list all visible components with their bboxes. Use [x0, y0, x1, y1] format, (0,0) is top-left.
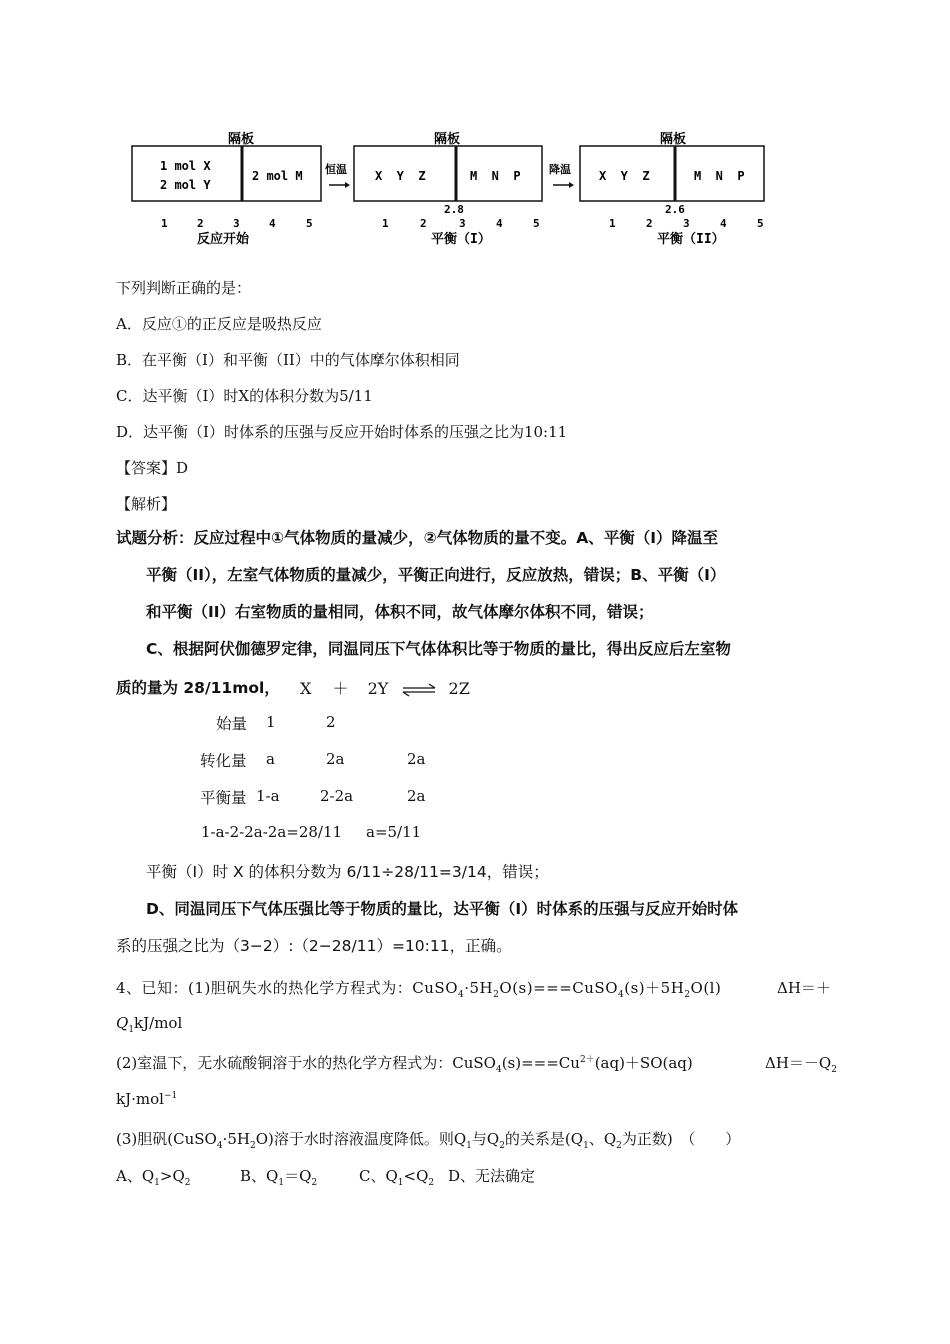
q4-option-c: C、$Q_1<Q_2$ — [359, 1167, 435, 1188]
stage3-left: X Y Z — [599, 169, 650, 183]
stage1-tick-5: 5 — [306, 217, 313, 230]
analysis-line-1: 试题分析：反应过程中①气体物质的量减少，②气体物质的量不变。A、平衡（I）降温至 — [116, 529, 719, 547]
analysis-line-6: 平衡（I）时 X 的体积分数为 6/11÷28/11=3/14，错误； — [146, 863, 549, 881]
analysis-line-3: 和平衡（II）右室物质的量相同，体积不同，故气体摩尔体积不同，错误； — [146, 603, 654, 621]
q4-delta-h-1: ΔH＝＋ — [777, 979, 831, 997]
cell: 2-2a — [320, 787, 354, 805]
arrow-2 — [549, 162, 574, 188]
cell: 2a — [407, 750, 426, 768]
q4-line-4: kJ·mol$^{-1}$ — [116, 1090, 178, 1108]
q4-option-b: B、$Q_1=Q_2$ — [240, 1167, 318, 1188]
cell: a — [266, 750, 275, 768]
stage1-tick-4: 4 — [269, 217, 276, 230]
stage2-box — [354, 131, 542, 247]
option-a: A．反应①的正反应是吸热反应 — [116, 315, 322, 333]
stage2-pos: 2.8 — [444, 203, 464, 216]
stage1-left-1: 1 mol X — [160, 159, 211, 173]
stage2-tick-4: 4 — [496, 217, 503, 230]
eq-z: 2Z — [448, 679, 470, 698]
arrow1-label: 恒温 — [325, 163, 347, 176]
partition-label: 隔板 — [228, 132, 255, 147]
answer-label: 【答案】D — [116, 459, 189, 477]
stage2-caption: 平衡（I） — [431, 232, 491, 247]
stage3-tick-3: 3 — [683, 217, 690, 230]
stage1-tick-3: 3 — [233, 217, 240, 230]
eq-plus: ＋ — [332, 679, 349, 698]
stage1-right: 2 mol M — [252, 169, 303, 183]
q4-option-a: A、$Q_1>Q_2$ — [116, 1167, 191, 1188]
stage1-left-2: 2 mol Y — [160, 178, 211, 192]
stage3-tick-4: 4 — [720, 217, 727, 230]
stage3-tick-5: 5 — [757, 217, 764, 230]
analysis-line-5: 质的量为 28/11mol， — [116, 679, 280, 697]
question-prompt: 下列判断正确的是： — [116, 279, 252, 297]
option-d: D．达平衡（I）时体系的压强与反应开始时体系的压强之比为10:11 — [116, 423, 568, 441]
equation — [300, 676, 470, 699]
stage1-tick-1: 1 — [161, 217, 168, 230]
row-label: 始量 — [216, 715, 248, 733]
analysis-line-4: C、根据阿伏伽德罗定律，同温同压下气体体积比等于物质的量比，得出反应后左室物 — [146, 640, 731, 658]
q4-line-2: $Q_1kJ$/mol — [116, 1014, 183, 1035]
cell: 2 — [326, 713, 336, 731]
stage2-tick-5: 5 — [533, 217, 540, 230]
q4-line-5: (3)胆矾$(CuSO_4\cdot 5H_2O)$溶于水时溶液温度降低。则$Q_1$与$Q_2$的关系是($Q_1$、$Q_2$为正数) （ ） — [116, 1130, 741, 1151]
stage3-box — [580, 131, 764, 247]
analysis-heading: 【解析】 — [116, 495, 177, 513]
calc-result: a=5/11 — [366, 823, 422, 841]
equilibrium-arrow-icon — [401, 683, 439, 697]
stage2-tick-2: 2 — [420, 217, 427, 230]
stage2-right: M N P — [470, 169, 521, 183]
analysis-line-2: 平衡（II），左室气体物质的量减少，平衡正向进行，反应放热，错误；B、平衡（I） — [146, 566, 726, 584]
container-diagram — [0, 0, 950, 260]
eq-y: 2Y — [367, 679, 389, 698]
stage2-tick-3: 3 — [459, 217, 466, 230]
stage1-box — [132, 131, 321, 247]
arrow-1 — [325, 162, 350, 188]
row-label: 平衡量 — [200, 789, 247, 807]
q4-line-1: 4、已知：(1)胆矾失水的热化学方程式为：$CuSO_4\cdot 5H_2O(s)===CuSO_4(s)+5H_2O(l)$ — [116, 979, 722, 1000]
row-label: 转化量 — [200, 752, 247, 770]
stage3-caption: 平衡（II） — [657, 232, 725, 247]
partition-label-3: 隔板 — [660, 132, 687, 147]
option-c: C．达平衡（I）时X的体积分数为5/11 — [116, 387, 373, 405]
stage1-caption: 反应开始 — [197, 232, 250, 247]
stage3-tick-1: 1 — [609, 217, 616, 230]
cell: 1-a — [256, 787, 280, 805]
eq-x: X — [300, 679, 312, 698]
partition-label-2: 隔板 — [434, 132, 461, 147]
analysis-line-7: D、同温同压下气体压强比等于物质的量比，达平衡（I）时体系的压强与反应开始时体 — [146, 900, 739, 918]
option-b: B．在平衡（I）和平衡（II）中的气体摩尔体积相同 — [116, 351, 460, 369]
cell: 2a — [407, 787, 426, 805]
q4-line-3: (2)室温下，无水硫酸铜溶于水的热化学方程式为：$CuSO_4(s)===Cu^{2+}(aq)+SO(aq)$ — [116, 1054, 693, 1075]
cell: 2a — [326, 750, 345, 768]
arrow2-label: 降温 — [549, 163, 571, 176]
q4-delta-h-2: $\Delta H=-Q_2$ — [765, 1054, 837, 1075]
stage2-tick-1: 1 — [382, 217, 389, 230]
stage2-left: X Y Z — [375, 169, 426, 183]
calc-line: 1-a-2-2a-2a=28/11 — [201, 823, 343, 841]
stage3-right: M N P — [694, 169, 745, 183]
analysis-line-8: 系的压强之比为（3−2）:（2−28/11）=10:11，正确。 — [116, 937, 512, 955]
stage3-tick-2: 2 — [646, 217, 653, 230]
stage1-tick-2: 2 — [197, 217, 204, 230]
q4-option-d: D、无法确定 — [448, 1167, 536, 1185]
stage3-pos: 2.6 — [665, 203, 685, 216]
cell: 1 — [266, 713, 276, 731]
